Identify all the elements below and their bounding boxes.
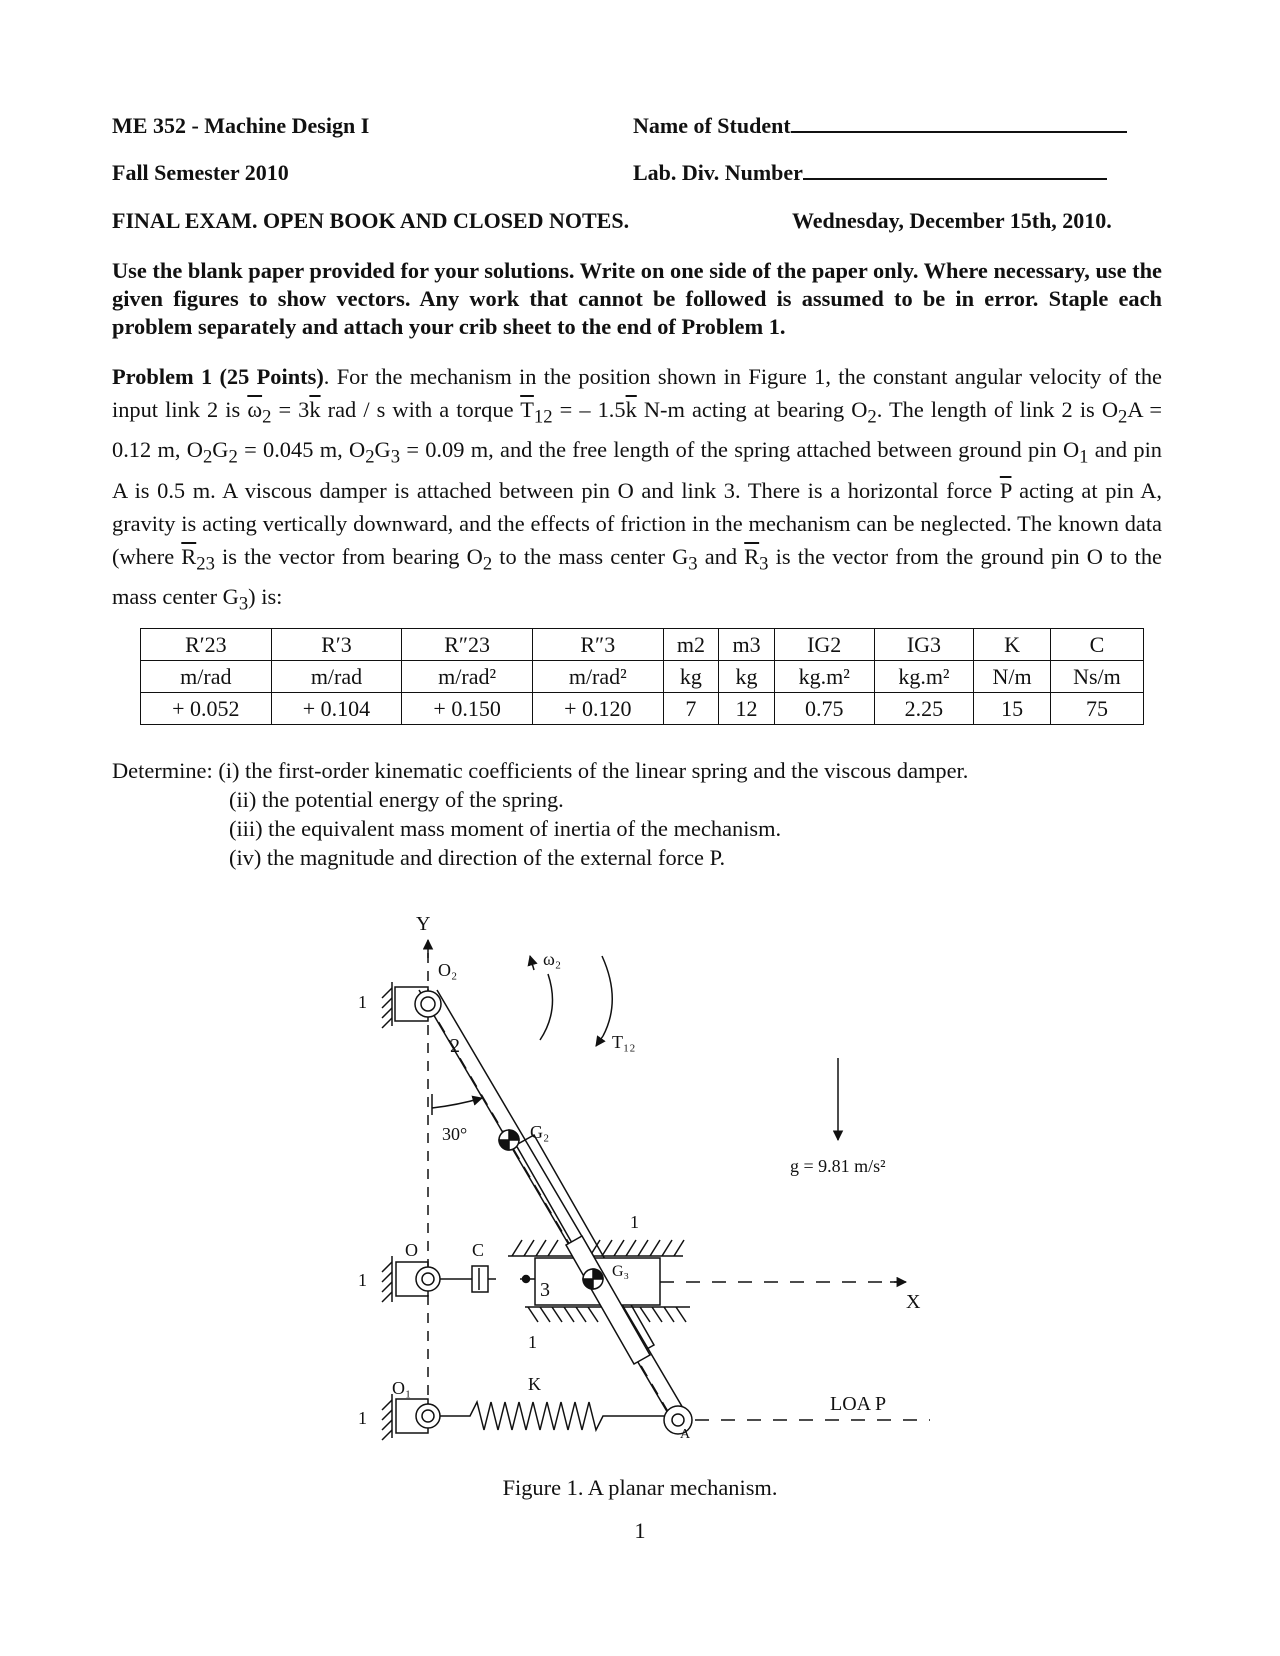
table-unit-cell: N/m (974, 661, 1051, 693)
angle-label: 30° (442, 1124, 468, 1144)
table-value-cell: 15 (974, 693, 1051, 725)
torque-arrow (596, 1036, 603, 1046)
table-unit-cell: m/rad² (402, 661, 533, 693)
spring (440, 1402, 672, 1430)
table-unit-cell: m/rad (271, 661, 402, 693)
table-header-cell: R″3 (532, 629, 663, 661)
pin-o1-inner (422, 1410, 434, 1422)
table-value-cell: 2.25 (874, 693, 974, 725)
table-header-cell: R′23 (141, 629, 272, 661)
page-number: 1 (634, 1518, 646, 1543)
omega-arrow (530, 956, 534, 970)
damper-label: C (472, 1240, 485, 1260)
table-header-cell: m3 (719, 629, 775, 661)
g3-label: G₃ (612, 1263, 630, 1280)
table-value-cell: + 0.104 (271, 693, 402, 725)
exam-date: Wednesday, December 15th, 2010. (792, 208, 1112, 233)
g3-center-marker (583, 1269, 603, 1289)
instructions: Use the blank paper provided for your solutions. Write on one side of the paper only. Where necessary, use the given figures to show vectors. Any work that cannot be followed is assumed to be in error. Staple each problem separately and attach your crib sheet to the end of Problem 1. (112, 258, 1162, 339)
table-header-cell: IG2 (774, 629, 874, 661)
o1-label: O₁ (392, 1378, 412, 1398)
table-header-cell: m2 (663, 629, 719, 661)
figure-caption: Figure 1. A planar mechanism. (502, 1475, 778, 1500)
table-unit-cell: kg (663, 661, 719, 693)
angle-arc (432, 1098, 482, 1108)
table-value-cell: 7 (663, 693, 719, 725)
o-label: O (405, 1240, 418, 1260)
t12-label: T₁₂ (612, 1032, 636, 1052)
table-unit-cell: kg (719, 661, 775, 693)
determine-item: (i) the first-order kinematic coefficients of the linear spring and the viscous damper. (218, 758, 969, 783)
determine-item: (iv) the magnitude and direction of the external force P. (229, 845, 726, 870)
course-title: ME 352 - Machine Design I (112, 113, 370, 138)
student-name-label: Name of Student (633, 113, 791, 138)
loa-label: LOA P (830, 1393, 887, 1415)
g2-label: G₂ (530, 1122, 550, 1142)
problem-statement: Problem 1 (25 Points). For the mechanism in the position shown in Figure 1, the constant angular velocity of the input link 2 is $\overline{\omega}_2 = 3\overline{k}$ rad / s with a torque $\overline{T}_{12}$ = – $1.5\overline{k}$ N-m acting at bearing $O_2$. The length of link 2 is $O_2A = 0.12$ m, $O_2G_2 = 0.045$ m, $O_2G_3 = 0.09$ m, and the free length of the spring attached between ground pin $O_1$ and pin A is 0.5 m. A viscous damper is attached between pin O and link 3. There is a horizontal force $\overline{P}$ acting at pin A, gravity is acting vertically downward, and the effects of friction in the mechanism can be neglected. The known data (where $\overline{R}_{23}$ is the vector from bearing $O_2$ to the mass center $G_3$ and $\overline{R}_3$ is the vector from the ground pin O to the mass center $G_3$) is: (112, 364, 1162, 615)
semester: Fall Semester 2010 (112, 160, 289, 185)
table-header-cell: IG3 (874, 629, 974, 661)
x-axis-label: X (906, 1291, 921, 1313)
table-unit-cell: Ns/m (1050, 661, 1143, 693)
table-header-cell: R″23 (402, 629, 533, 661)
ground-label: 1 (358, 1270, 367, 1290)
viscous-damper (440, 1266, 535, 1292)
pin-a-inner (672, 1414, 684, 1426)
table-value-cell: + 0.120 (532, 693, 663, 725)
table-value-cell: 0.75 (774, 693, 874, 725)
spring-label: K (528, 1374, 541, 1394)
table-header-cell: K (974, 629, 1051, 661)
determine-item: (ii) the potential energy of the spring. (229, 787, 564, 812)
omega-curve (540, 974, 553, 1040)
table-header-cell: R′3 (271, 629, 402, 661)
determine-item: (iii) the equivalent mass moment of inertia of the mechanism. (229, 816, 782, 841)
link-2-label: 2 (450, 1035, 460, 1057)
table-unit-cell: kg.m² (774, 661, 874, 693)
ground-label: 1 (358, 992, 367, 1012)
pin-o2-inner (421, 997, 435, 1011)
table-value-cell: + 0.052 (141, 693, 272, 725)
table-value-cell: 12 (719, 693, 775, 725)
table-unit-cell: m/rad² (532, 661, 663, 693)
lab-division-label: Lab. Div. Number (633, 160, 803, 185)
ground-label: 1 (358, 1408, 367, 1428)
link-3-label: 3 (540, 1279, 550, 1301)
ground-label: 1 (630, 1212, 639, 1232)
determine-lead: Determine: (112, 758, 213, 783)
o2-label: O₂ (438, 960, 458, 980)
ground-label: 1 (528, 1332, 537, 1352)
omega2-label: ω₂ (543, 949, 562, 969)
torque-curve (602, 956, 612, 1036)
table-value-cell: 75 (1050, 693, 1143, 725)
problem-title: Problem 1 (25 Points) (112, 364, 324, 389)
table-unit-cell: m/rad (141, 661, 272, 693)
g2-center-marker (499, 1130, 519, 1150)
table-header-cell: C (1050, 629, 1143, 661)
a-label: A (680, 1427, 691, 1442)
gravity-label: g = 9.81 m/s² (790, 1156, 886, 1176)
pin-o-inner (422, 1273, 434, 1285)
table-value-cell: + 0.150 (402, 693, 533, 725)
exam-type: FINAL EXAM. OPEN BOOK AND CLOSED NOTES. (112, 208, 630, 233)
y-axis-label: Y (416, 913, 431, 935)
table-unit-cell: kg.m² (874, 661, 974, 693)
